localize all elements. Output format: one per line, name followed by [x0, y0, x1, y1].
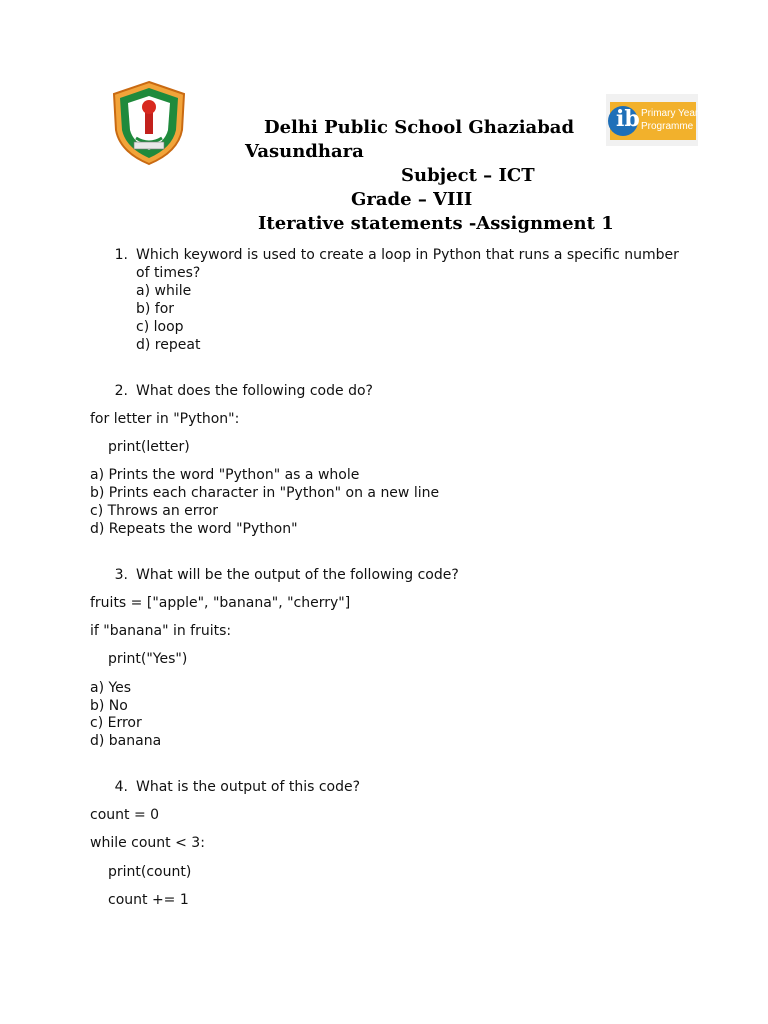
option: c) Error: [90, 715, 142, 731]
code-line: for letter in "Python":: [90, 411, 240, 427]
question-1: [106, 246, 679, 264]
school-location: Vasundhara: [245, 141, 364, 162]
question-number: 1.: [114, 247, 128, 263]
subject-heading: Subject – ICT: [401, 165, 535, 186]
question-4: [106, 778, 360, 796]
ib-logo-text-programme: Programme: [641, 121, 694, 132]
option: a) Yes: [90, 680, 132, 696]
question-text: What will be the output of the following code?: [136, 567, 459, 583]
question-number: 2.: [114, 383, 128, 399]
ib-logo-text-primary-years: Primary Years: [641, 108, 704, 119]
code-line: while count < 3:: [90, 835, 205, 851]
option: d) Repeats the word "Python": [90, 521, 298, 537]
code-line: count += 1: [108, 892, 189, 908]
question-number: 4.: [114, 779, 128, 795]
question-text: Which keyword is used to create a loop in Python that runs a specific number: [136, 247, 679, 263]
option: b) No: [90, 698, 128, 714]
question-text-continued: of times?: [136, 265, 201, 281]
option: a) Prints the word "Python" as a whole: [90, 467, 360, 483]
assignment-title: Iterative statements -Assignment 1: [258, 213, 614, 234]
option: d) banana: [90, 733, 162, 749]
ib-pyp-logo: [606, 94, 704, 146]
grade-heading: Grade – VIII: [351, 189, 473, 210]
code-line: count = 0: [90, 807, 160, 823]
school-crest-logo: [110, 80, 188, 166]
code-line: print("Yes"): [108, 651, 188, 667]
question-number: 3.: [114, 567, 128, 583]
code-line: print(letter): [108, 439, 190, 455]
code-line: print(count): [108, 864, 192, 880]
option: c) loop: [136, 319, 184, 335]
question-2: [106, 382, 373, 400]
ib-logo-letters: ib: [616, 106, 640, 132]
question-text: What does the following code do?: [136, 383, 373, 399]
code-line: fruits = ["apple", "banana", "cherry"]: [90, 595, 351, 611]
question-text: What is the output of this code?: [136, 779, 361, 795]
option: d) repeat: [136, 337, 201, 353]
option: c) Throws an error: [90, 503, 219, 519]
option: b) Prints each character in "Python" on a new line: [90, 485, 440, 501]
code-line: if "banana" in fruits:: [90, 623, 232, 639]
school-name: Delhi Public School Ghaziabad: [264, 117, 575, 138]
question-3: [106, 566, 459, 584]
option: b) for: [136, 301, 175, 317]
option: a) while: [136, 283, 192, 299]
